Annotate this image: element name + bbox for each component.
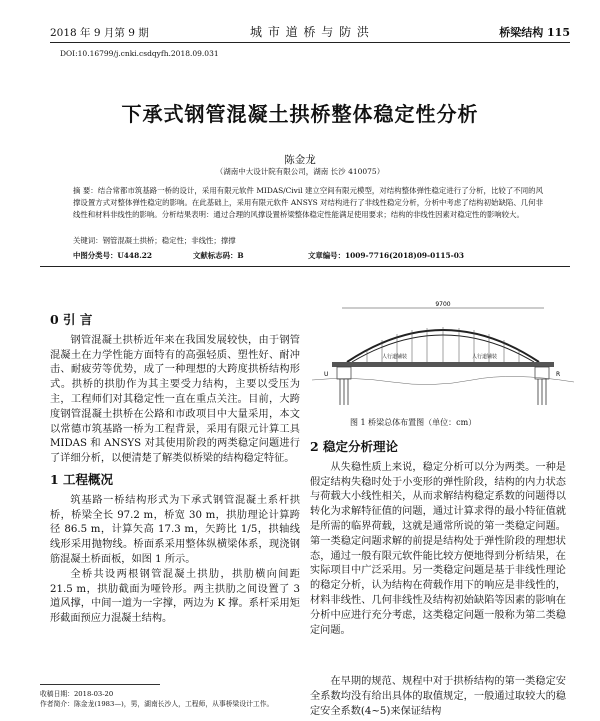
fig-label-2: 人行道铺装 bbox=[472, 354, 498, 360]
article-number: 文章编号：1009-7716(2018)09-0115-03 bbox=[308, 251, 464, 260]
section-1-paragraph-1: 筑基路一桥结构形式为下承式钢管混凝土系杆拱桥，桥梁全长 97.2 m，桥宽 30 m，拱肋理论计算跨径 86.5 m，计算矢高 17.3 m，矢跨比 1/5，拱轴线线形采用抛物线。桥面系采用整体纵横梁体系，现浇钢筋混凝土桥面板，如图 1 所示。 bbox=[50, 494, 300, 565]
section-0-paragraph: 钢管混凝土拱桥近年来在我国发展较快，由于钢管混凝土在力学性能方面特有的高强轻质、塑性好、耐冲击、耐疲劳等优势，成了一种理想的大跨度拱桥结构形式。拱桥的拱肋作为其主要受力结构，主要以受压为主，工程师们对其稳定性一直在重点关注。目前，大跨度钢管混凝土拱桥在公路和市政项目中大量采用，本文以常德市筑基路一桥为工程背景，采用有限元计算工具 MIDAS 和 ANSYS 对其使用阶段的两类稳定问题进行了详细分析，以便清楚了解类似桥梁的结构稳定特征。 bbox=[50, 334, 300, 465]
paper-title: 下承式钢管混凝土拱桥整体稳定性分析 bbox=[121, 102, 479, 126]
author-bio: 作者简介：陈金龙(1983—)，男，湖南长沙人，工程师，从事桥梁设计工作。 bbox=[40, 699, 274, 708]
header-rule bbox=[50, 42, 570, 43]
section-page: 桥梁结构 115 bbox=[499, 26, 570, 39]
received-date: 收稿日期：2018-03-20 bbox=[40, 690, 114, 698]
abstract-rule bbox=[40, 266, 570, 267]
clc-number: 中图分类号：U448.22 bbox=[73, 251, 153, 260]
doi: DOI:10.16799/j.cnki.csdqyfh.2018.09.031 bbox=[60, 49, 219, 58]
fig-label-1: 人行道铺装 bbox=[382, 354, 408, 360]
running-head bbox=[50, 20, 570, 42]
footnote-rule bbox=[40, 684, 160, 685]
doc-code: 文献标志码：B bbox=[193, 251, 244, 260]
fig-label-3: U bbox=[324, 371, 329, 378]
right-column-continued bbox=[310, 675, 566, 719]
bridge-drawing bbox=[312, 300, 574, 410]
section-1-heading: 1 工程概况 bbox=[50, 471, 114, 487]
figure-caption: 图 1 桥梁总体布置图（单位：cm） bbox=[350, 418, 477, 427]
fig-label-4: R bbox=[556, 371, 561, 378]
section-0-heading: 0 引 言 bbox=[50, 312, 93, 327]
classification-line bbox=[73, 250, 543, 262]
bridge-elevation-figure bbox=[312, 300, 574, 410]
section-2-heading: 2 稳定分析理论 bbox=[310, 439, 399, 454]
top-dimension: 9700 bbox=[435, 301, 451, 308]
author: 陈金龙 bbox=[284, 154, 316, 166]
section-1-paragraph-2: 全桥共设两根钢管混凝土拱肋，拱肋横向间距 21.5 m，拱肋截面为哑铃形。两主拱肋之间设置了 3 道风撑，中间一道为一字撑，两边为 K 撑。系杆采用矩形截面预应力混凝土结构。 bbox=[50, 568, 300, 625]
section-2-paragraph-2: 在早期的规范、规程中对于拱桥结构的第一类稳定安全系数均没有给出具体的取值规定，一般通过取较大的稳定安全系数(4~5)来保证结构 bbox=[310, 676, 566, 717]
abstract: 摘 要：结合常都市筑基路一桥的设计，采用有限元软件 MIDAS/Civil 建立空间有限元模型，对结构整体弹性稳定进行了分析，比较了不同的风撑设置方式对整体弹性稳定的影响。在此基础上，采用有限元软件 ANSYS 对结构进行了非线性稳定分析，分析中考虑了结构初始缺陷、几何非线性和材料非线性的影响。分析结果表明：通过合理的风撑设置桥梁整体稳定性能满足使用要求；结构的非线性因素对稳定性的影响较大。 bbox=[73, 186, 543, 219]
left-column bbox=[50, 313, 300, 627]
keywords: 关键词：钢管混凝土拱桥；稳定性；非线性；撑撑 bbox=[73, 236, 236, 245]
issue-date: 2018 年 9 月第 9 期 bbox=[50, 27, 149, 39]
section-2-paragraph-1: 从失稳性质上来说，稳定分析可以分为两类。一种是假定结构失稳时处于小变形的弹性阶段，结构的内力状态与荷载大小线性相关，从而求解结构稳定系数的问题得以转化为求解特征值的问题，通过计算求得的最小特征值就是所需的临界荷载，这就是通常所说的第一类稳定问题。第一类稳定问题求解的前提是结构处于弹性阶段的理想状态，通过一般有限元软件能比较方便地得到分析结果，在实际项目中广泛采用。另一类稳定问题是基于非线性理论的稳定分析，认为结构在荷载作用下的响应是非线性的，材料非线性、几何非线性及结构初始缺陷等因素的影响在分析中应进行充分考虑，这类稳定问题一般称为第二类稳定问题。 bbox=[310, 461, 566, 636]
footnote bbox=[40, 690, 290, 709]
right-column bbox=[310, 440, 566, 638]
journal-name: 城 市 道 桥 与 防 洪 bbox=[250, 25, 370, 39]
affiliation: （湖南中大设计院有限公司，湖南 长沙 410075） bbox=[215, 167, 385, 176]
